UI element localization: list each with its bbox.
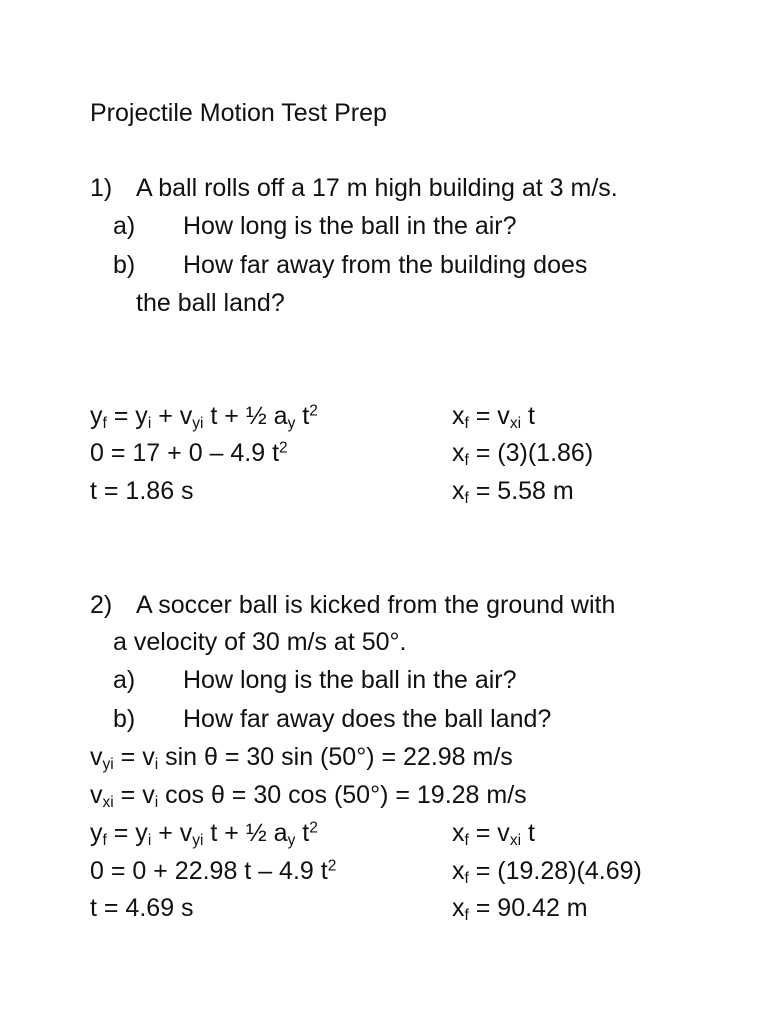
q2-part-a [113,665,517,695]
q1-number: 1) [90,174,113,202]
q2-a-label: a) [113,666,136,694]
q1-a-label: a) [113,212,136,240]
q2-number: 2) [90,591,113,619]
q1-eq-y-result [90,476,194,506]
q2-eq-x3-text: = 90.42 m [468,894,588,922]
q2-eq-x-result: $x_f = 90.42$ m [452,894,588,924]
q2-statement [90,590,615,620]
q1-eq-x3-text: = 5.58 m [468,477,574,505]
q1-part-b-cont [136,288,285,318]
q2-eq-y-substituted: 0 = 0 + 22.98 t – 4.9 $t^2$ [90,857,337,885]
q2-eq-x-substituted: $x_f = (19.28)(4.69)$ [452,857,642,887]
q2-eq-y-result [90,893,194,923]
q2-eq-vyi-text: sin θ = 30 sin (50°) = 22.98 m/s [158,743,513,771]
q1-b-text2: the ball land? [136,289,285,317]
q2-eq-vxi-text: cos θ = 30 cos (50°) = 19.28 m/s [158,781,527,809]
page-title [90,98,387,128]
q2-a-text: How long is the ball in the air? [183,666,517,694]
q1-statement [90,173,618,203]
q1-part-b [113,250,587,280]
q1-eq-x-formula: $x_f = v_{xi}$ t [452,402,535,432]
q2-text: A soccer ball is kicked from the ground with [136,591,616,619]
q1-eq-y-substituted: 0 = 17 + 0 – 4.9 $t^2$ [90,439,288,467]
q1-text: A ball rolls off a 17 m high building at 3 m/s. [136,174,618,202]
q2-eq-vyi: $v_{yi} = v_i$ sin θ = 30 sin (50°) = 22.98 m/s [90,743,513,773]
q1-b-text: How far away from the building does [183,251,588,279]
q1-eq-x-result: $x_f = 5.58$ m [452,477,574,507]
q1-eq-x-substituted: $x_f = (3)(1.86)$ [452,439,594,469]
q1-part-a [113,211,517,241]
q2-eq-y-formula: $y_f = y_i + v_{yi}$ t + ½ $a_y$ $t^2$ [90,819,318,849]
q1-eq-y2-text: 0 = 17 + 0 – 4.9 t [90,439,280,467]
q2-statement-cont [113,627,406,657]
q1-a-text: How long is the ball in the air? [183,212,517,240]
q2-eq-y2-text: 0 = 0 + 22.98 t – 4.9 t [90,857,328,885]
title-text: Projectile Motion Test Prep [90,99,387,127]
q2-b-label: b) [113,705,136,733]
q2-eq-x2-text: = (19.28)(4.69) [468,857,642,885]
q2-eq-y3-text: t = 4.69 s [90,894,194,922]
q2-eq-x-formula: $x_f = v_{xi}$ t [452,819,535,849]
q2-eq-vxi: $v_{xi} = v_i$ cos θ = 30 cos (50°) = 19.28 m/s [90,781,527,811]
q1-eq-x2-text: = (3)(1.86) [468,439,594,467]
q1-eq-y-formula: $y_f = y_i + v_{yi}$ t + ½ $a_y$ $t^2$ [90,402,318,432]
q1-eq-y3-text: t = 1.86 s [90,477,194,505]
q2-text2: a velocity of 30 m/s at 50°. [113,628,407,656]
q1-b-label: b) [113,251,136,279]
q2-part-b [113,704,551,734]
q2-b-text: How far away does the ball land? [183,705,552,733]
